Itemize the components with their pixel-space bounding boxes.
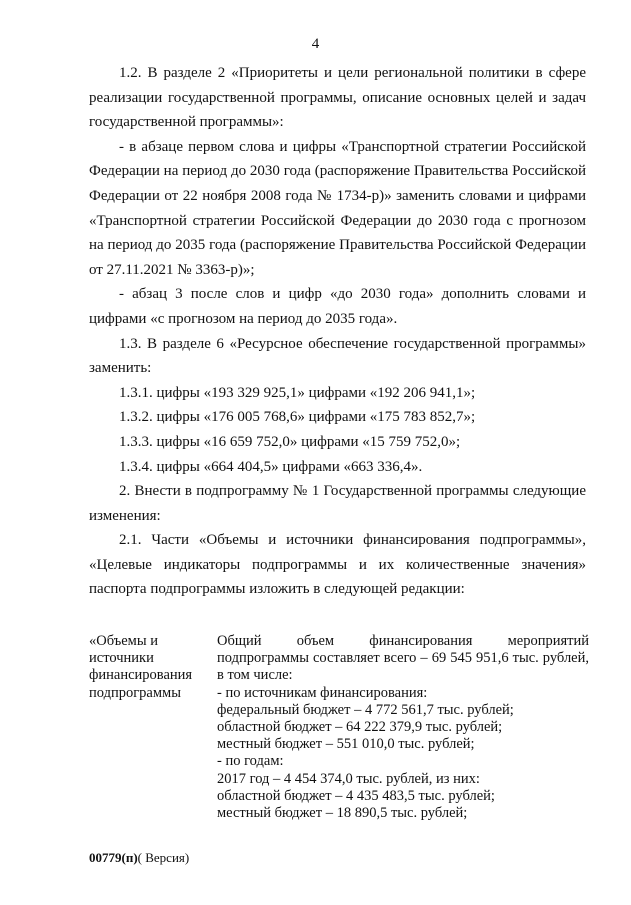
document-footer <box>89 850 189 866</box>
paragraph: - в абзаце первом слова и цифры «Транспортной стратегии Российской Федерации на период до 2030 года (распоряжение Правительства Российской Федерации от 22 ноября 2008 года № 1734-р)» заменить словами и цифрами «Транспортной стратегии Российской Федерации до 2030 года с прогнозом на период до 2035 года (распоряжение Правительства Российской Федерации от 27.11.2021 № 3363-р)»; <box>89 138 586 278</box>
funding-line: местный бюджет – 18 890,5 тыс. рублей; <box>217 805 468 822</box>
funding-line: - по годам: <box>217 753 284 770</box>
paragraph: 2.1. Части «Объемы и источники финансирования подпрограммы», «Целевые индикаторы подпрограммы и их количественные значения» паспорта подпрограммы изложить в следующей редакции: <box>89 532 586 598</box>
funding-details <box>217 633 589 822</box>
funding-line: - по источникам финансирования: <box>217 684 428 701</box>
funding-label: «Объемы и источники финансирования подпрограммы <box>89 633 193 701</box>
paragraph: 1.3.2. цифры «176 005 768,6» цифрами «175 783 852,7»; <box>119 409 476 426</box>
document-code: 00779(п) <box>89 850 138 865</box>
paragraph: 1.2. В разделе 2 «Приоритеты и цели региональной политики в сфере реализации государственной программы, описание основных целей и задач государственной программы»: <box>89 65 586 131</box>
funding-line: 2017 год – 4 454 374,0 тыс. рублей, из них: <box>217 770 480 787</box>
funding-line: областной бюджет – 4 435 483,5 тыс. рублей; <box>217 787 495 804</box>
paragraph: 2. Внести в подпрограмму № 1 Государственной программы следующие изменения: <box>89 483 586 524</box>
paragraph: 1.3.1. цифры «193 329 925,1» цифрами «192 206 941,1»; <box>119 384 476 401</box>
funding-line: федеральный бюджет – 4 772 561,7 тыс. рублей; <box>217 701 514 718</box>
page-number: 4 <box>311 36 320 52</box>
paragraph: 1.3.4. цифры «664 404,5» цифрами «663 336,4». <box>119 458 423 475</box>
paragraph: 1.3. В разделе 6 «Ресурсное обеспечение государственной программы» заменить: <box>89 335 586 377</box>
document-body <box>89 61 586 602</box>
funding-line: областной бюджет – 64 222 379,9 тыс. рублей; <box>217 719 503 736</box>
document-version: ( Версия) <box>137 850 190 865</box>
paragraph: 1.3.3. цифры «16 659 752,0» цифрами «15 759 752,0»; <box>119 433 461 450</box>
paragraph: - абзац 3 после слов и цифр «до 2030 года» дополнить словами и цифрами «с прогнозом на период до 2035 года». <box>89 286 586 327</box>
funding-line: местный бюджет – 551 010,0 тыс. рублей; <box>217 736 475 753</box>
funding-intro: Общий объем финансирования мероприятий подпрограммы составляет всего – 69 545 951,6 тыс. рублей, в том числе: <box>217 633 589 684</box>
